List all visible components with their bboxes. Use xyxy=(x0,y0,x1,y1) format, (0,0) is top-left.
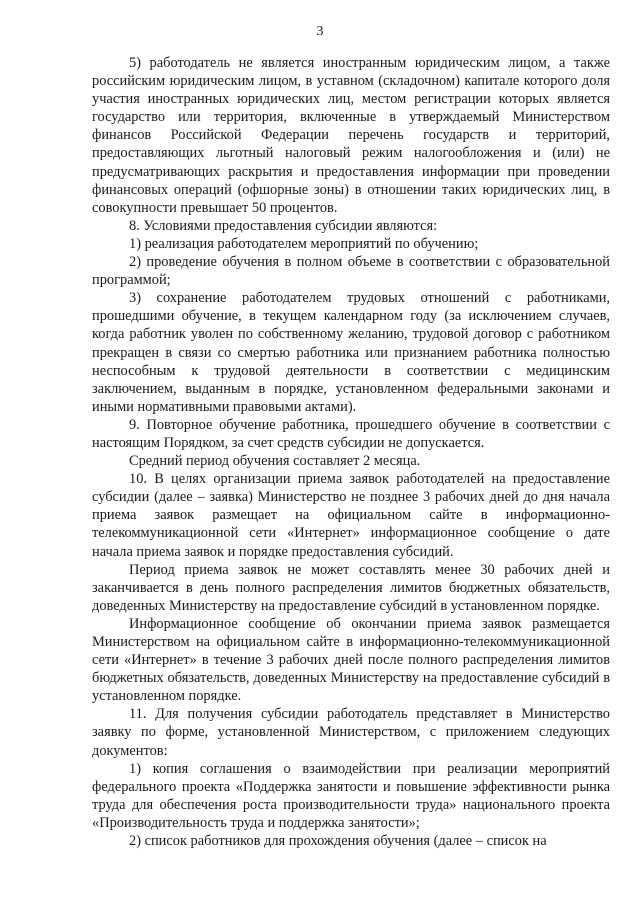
paragraph-section-10: 10. В целях организации приема заявок работодателей на предоставление субсидии (далее – заявка) Министерство не позднее 3 рабочих дней до дня начала приема заявок размещает на официальном сайте в информационно-телекоммуникационной сети «Интернет» информационное сообщение о дате начала приема заявок и порядке предоставления субсидий. xyxy=(92,471,610,560)
paragraph-end-notice: Информационное сообщение об окончании приема заявок размещается Министерством на официальном сайте в информационно-телекоммуникационной сети «Интернет» в течение 3 рабочих дней после полного распределения лимитов бюджетных обязательств, доведенных Министерству на предоставление субсидий в установленном порядке. xyxy=(92,615,610,705)
paragraph-document-2: 2) список работников для прохождения обучения (далее – список на xyxy=(129,833,547,850)
paragraph-condition-1: 1) реализация работодателем мероприятий по обучению; xyxy=(129,235,479,252)
paragraph-section-8-heading: 8. Условиями предоставления субсидии являются: xyxy=(129,217,438,234)
paragraph-training-period: Средний период обучения составляет 2 месяца. xyxy=(129,453,421,470)
paragraph-condition-2: 2) проведение обучения в полном объеме в соответствии с образовательной программой; xyxy=(92,254,610,289)
paragraph-condition-3: 3) сохранение работодателем трудовых отношений с работниками, прошедшими обучение, в текущем календарном году (за исключением случаев, когда работник уволен по собственному желанию, трудовой договор с работником прекращен в связи со смертью работника или признанием работника полностью неспособным к трудовой деятельности в соответствии с медицинским заключением, выданным в порядке, установленном федеральными законами и иными нормативными правовыми актами). xyxy=(92,290,610,415)
page-number: 3 xyxy=(316,24,324,39)
document-body xyxy=(92,54,610,850)
paragraph-document-1: 1) копия соглашения о взаимодействии при реализации мероприятий федерального проекта «Поддержка занятости и повышение эффективности рынка труда для обеспечения роста производительности труда» национального проекта «Производительность труда и поддержка занятости»; xyxy=(92,760,610,831)
paragraph-section-11: 11. Для получения субсидии работодатель представляет в Министерство заявку по форме, установленной Министерством, с приложением следующих документов: xyxy=(92,706,610,759)
paragraph-item-5-foreign-entity: 5) работодатель не является иностранным юридическим лицом, а также российским юридическим лицом, в уставном (складочном) капитале которого доля участия иностранных юридических лиц, местом регистрации которых является государство или территория, включенные в утверждаемый Министерством финансов Российской Федерации перечень государств и территорий, предоставляющих льготный налоговый режим налогообложения и (или) не предусматривающих раскрытия и предоставления информации при проведении финансовых операций (офшорные зоны) в отношении таких юридических лиц, в совокупности превышает 50 процентов. xyxy=(92,55,610,216)
paragraph-application-period: Период приема заявок не может составлять менее 30 рабочих дней и заканчивается в день полного распределения лимитов бюджетных обязательств, доведенных Министерству на предоставление субсидий в установленном порядке. xyxy=(92,561,610,614)
paragraph-section-9: 9. Повторное обучение работника, прошедшего обучение в соответствии с настоящим Порядком, за счет средств субсидии не допускается. xyxy=(92,416,610,451)
